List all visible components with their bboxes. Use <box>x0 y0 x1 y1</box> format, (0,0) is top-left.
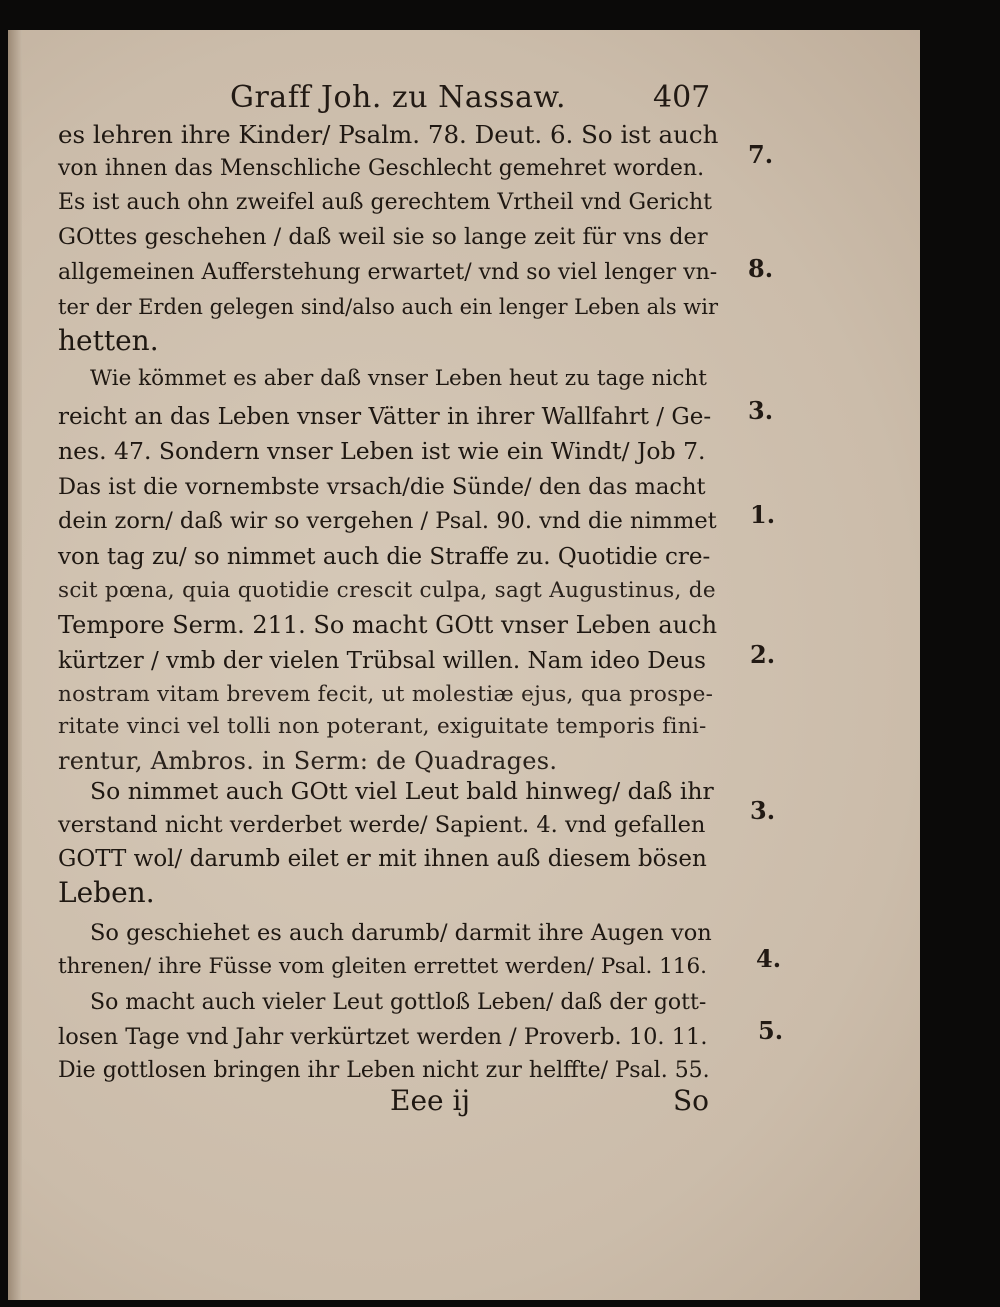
text-line: scit pœna, quia quotidie crescit culpa, sagt Augustinus, de <box>58 578 716 603</box>
margin-number: 5. <box>758 1016 784 1045</box>
page-edge <box>8 30 22 1300</box>
book-page <box>8 30 920 1300</box>
page-header <box>8 80 920 120</box>
text-line: So macht auch vieler Leut gottloß Leben/ daß der gott- <box>90 990 707 1015</box>
text-line: Tempore Serm. 211. So macht GOtt vnser Leben auch <box>58 611 718 639</box>
margin-number: 1. <box>750 500 776 529</box>
text-line: allgemeinen Aufferstehung erwartet/ vnd so viel lenger vn- <box>58 260 718 285</box>
text-line: Die gottlosen bringen ihr Leben nicht zur helffte/ Psal. 55. <box>58 1058 710 1083</box>
text-line: nostram vitam brevem fecit, ut molestiæ ejus, qua prospe- <box>58 682 714 707</box>
text-line: Wie kömmet es aber daß vnser Leben heut zu tage nicht <box>90 366 707 391</box>
text-line: von tag zu/ so nimmet auch die Straffe zu. Quotidie cre- <box>58 544 711 570</box>
running-head: Graff Joh. zu Nassaw. <box>230 80 567 115</box>
catchword: So <box>673 1084 710 1117</box>
text-line: GOTT wol/ darumb eilet er mit ihnen auß diesem bösen <box>58 846 707 872</box>
margin-number: 3. <box>748 396 774 425</box>
page-number: 407 <box>653 80 711 115</box>
text-line: losen Tage vnd Jahr verkürtzet werden / Proverb. 10. 11. <box>58 1024 708 1050</box>
text-line: es lehren ihre Kinder/ Psalm. 78. Deut. 6. So ist auch <box>58 120 719 149</box>
text-line: threnen/ ihre Füsse vom gleiten errettet werden/ Psal. 116. <box>58 954 707 979</box>
text-line: ritate vinci vel tolli non poterant, exiguitate temporis fini- <box>58 714 707 739</box>
margin-number: 7. <box>748 140 774 169</box>
text-line: reicht an das Leben vnser Vätter in ihrer Wallfahrt / Ge- <box>58 404 712 430</box>
margin-number: 2. <box>750 640 776 669</box>
margin-number: 8. <box>748 254 774 283</box>
text-line: verstand nicht verderbet werde/ Sapient. 4. vnd gefallen <box>58 812 706 838</box>
text-line: nes. 47. Sondern vnser Leben ist wie ein Windt/ Job 7. <box>58 437 706 465</box>
text-line: Es ist auch ohn zweifel auß gerechtem Vrtheil vnd Gericht <box>58 190 712 215</box>
text-line: So geschiehet es auch darumb/ darmit ihre Augen von <box>90 920 712 946</box>
text-line: dein zorn/ daß wir so vergehen / Psal. 90. vnd die nimmet <box>58 508 717 534</box>
signature-mark: Eee ij <box>390 1084 471 1117</box>
text-line: rentur, Ambros. in Serm: de Quadrages. <box>58 747 558 775</box>
text-line: von ihnen das Menschliche Geschlecht gemehret worden. <box>58 156 705 181</box>
text-line: kürtzer / vmb der vielen Trübsal willen. Nam ideo Deus <box>58 648 706 674</box>
text-line: Leben. <box>58 876 155 909</box>
text-line: hetten. <box>58 324 159 357</box>
text-line: So nimmet auch GOtt viel Leut bald hinweg/ daß ihr <box>90 777 714 805</box>
text-line: Das ist die vornembste vrsach/die Sünde/ den das macht <box>58 474 706 500</box>
text-line: ter der Erden gelegen sind/also auch ein lenger Leben als wir <box>58 295 719 319</box>
margin-number: 4. <box>756 944 782 973</box>
margin-number: 3. <box>750 796 776 825</box>
text-line: GOttes geschehen / daß weil sie so lange zeit für vns der <box>58 224 708 250</box>
